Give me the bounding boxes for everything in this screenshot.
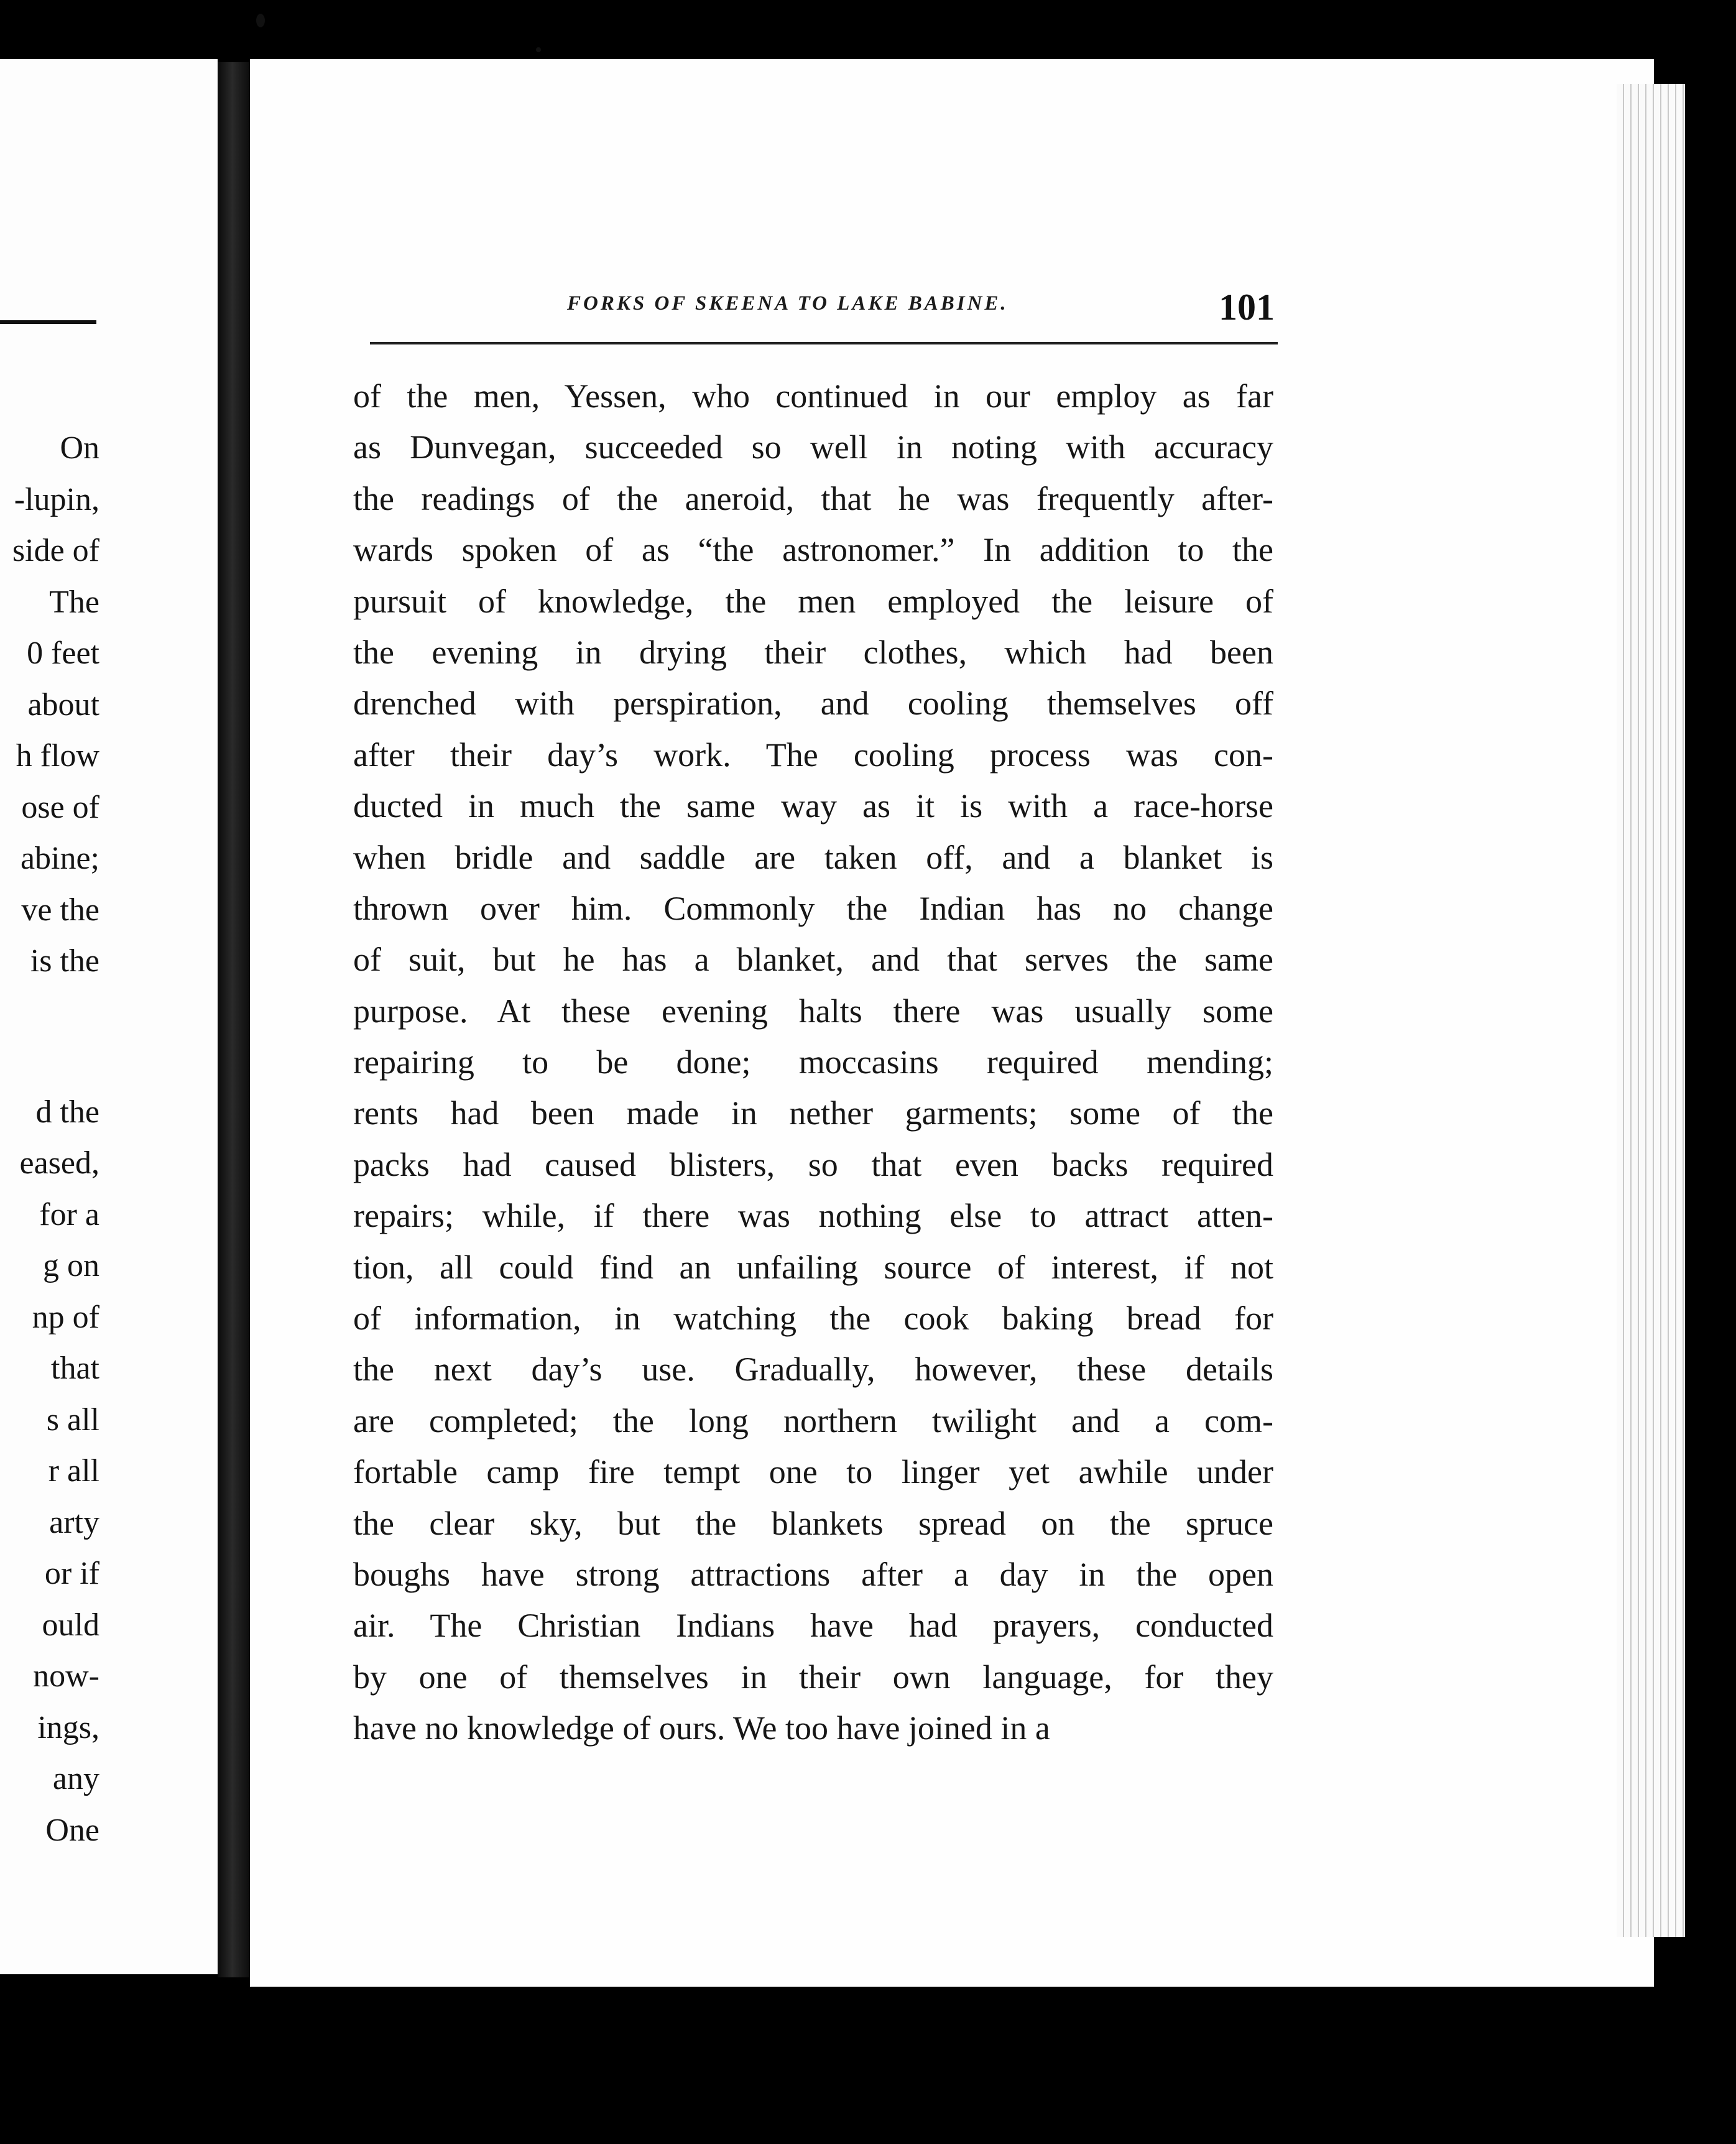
text-line: pursuit of knowledge, the men employed the leisure of [353, 582, 1273, 620]
text-line: by one of themselves in their own language, for they [353, 1658, 1273, 1696]
text-line: thrown over him. Commonly the Indian has no change [353, 889, 1273, 927]
text-line: have no knowledge of ours. We too have joined in a [353, 1709, 1050, 1747]
text-line: packs had caused blisters, so that even backs required [353, 1145, 1273, 1183]
page-number: 101 [1219, 287, 1275, 328]
left-text-line: The [49, 584, 99, 620]
left-text-line: On [60, 430, 99, 466]
page-edges [1617, 84, 1685, 1937]
left-text-line: ould [42, 1607, 99, 1643]
body-text [353, 371, 1273, 1754]
left-page-rule [0, 320, 96, 324]
text-line: boughs have strong attractions after a day in the open [353, 1555, 1273, 1593]
left-text-line: that [51, 1351, 99, 1386]
left-text-line: ose of [21, 789, 99, 825]
header-rule [370, 342, 1278, 344]
left-facing-page [0, 59, 218, 1974]
left-text-line: d the [35, 1094, 99, 1130]
left-page-text [12, 423, 99, 1856]
left-text-line: ve the [21, 892, 99, 928]
left-text-line: One [45, 1812, 99, 1848]
left-text-line: ings, [37, 1709, 99, 1745]
text-line: tion, all could find an unfailing source of interest, if not [353, 1248, 1273, 1286]
text-line: wards spoken of as “the astronomer.” In addition to the [353, 531, 1273, 569]
left-text-line: h flow [16, 738, 99, 774]
left-text-line: about [27, 686, 99, 723]
left-text-line: np of [32, 1299, 99, 1335]
running-head: FORKS OF SKEENA TO LAKE BABINE. [567, 292, 1009, 315]
left-text-line: r all [48, 1453, 99, 1489]
text-line: after their day’s work. The cooling process was con- [353, 736, 1273, 774]
text-line: ducted in much the same way as it is with a race-horse [353, 787, 1273, 825]
left-text-line: arty [49, 1504, 99, 1540]
left-text-line: s all [46, 1402, 99, 1438]
scan-speck [536, 47, 541, 52]
text-line: the evening in drying their clothes, which had been [353, 633, 1273, 671]
left-text-line: now- [33, 1658, 99, 1694]
text-line: drenched with perspiration, and cooling themselves off [353, 685, 1273, 723]
text-line: of suit, but he has a blanket, and that serves the same [353, 941, 1273, 979]
text-line: purpose. At these evening halts there was usually some [353, 992, 1273, 1030]
text-line: repairing to be done; moccasins required mending; [353, 1043, 1273, 1081]
text-line: rents had been made in nether garments; some of the [353, 1094, 1273, 1132]
text-line: are completed; the long northern twilight and a com- [353, 1402, 1273, 1439]
text-line: the clear sky, but the blankets spread on the spruce [353, 1504, 1273, 1542]
text-line: when bridle and saddle are taken off, and a blanket is [353, 838, 1273, 876]
text-line: air. The Christian Indians have had prayers, conducted [353, 1607, 1273, 1645]
text-line: repairs; while, if there was nothing else to attract atten- [353, 1197, 1273, 1235]
left-text-line: for a [39, 1196, 99, 1232]
left-paragraph-gap [12, 987, 99, 1087]
left-text-line: side of [12, 533, 99, 568]
text-line: the next day’s use. Gradually, however, these details [353, 1351, 1273, 1389]
left-text-line: any [52, 1761, 99, 1796]
left-text-line: or if [44, 1556, 99, 1591]
left-text-line: abine; [20, 841, 99, 876]
left-text-line: -lupin, [14, 481, 99, 517]
left-text-line: eased, [19, 1145, 99, 1181]
left-text-line: g on [43, 1248, 99, 1283]
left-text-line: 0 feet [27, 635, 99, 671]
text-line: of the men, Yessen, who continued in our employ as far [353, 377, 1273, 415]
text-line: fortable camp fire tempt one to linger yet awhile under [353, 1453, 1273, 1491]
book-gutter [218, 62, 250, 1977]
scan-speck [256, 14, 265, 27]
left-text-line: is the [30, 943, 99, 979]
text-line: of information, in watching the cook baking bread for [353, 1300, 1273, 1338]
text-line: as Dunvegan, succeeded so well in noting with accuracy [353, 428, 1273, 466]
text-line: the readings of the aneroid, that he was frequently after- [353, 479, 1273, 517]
